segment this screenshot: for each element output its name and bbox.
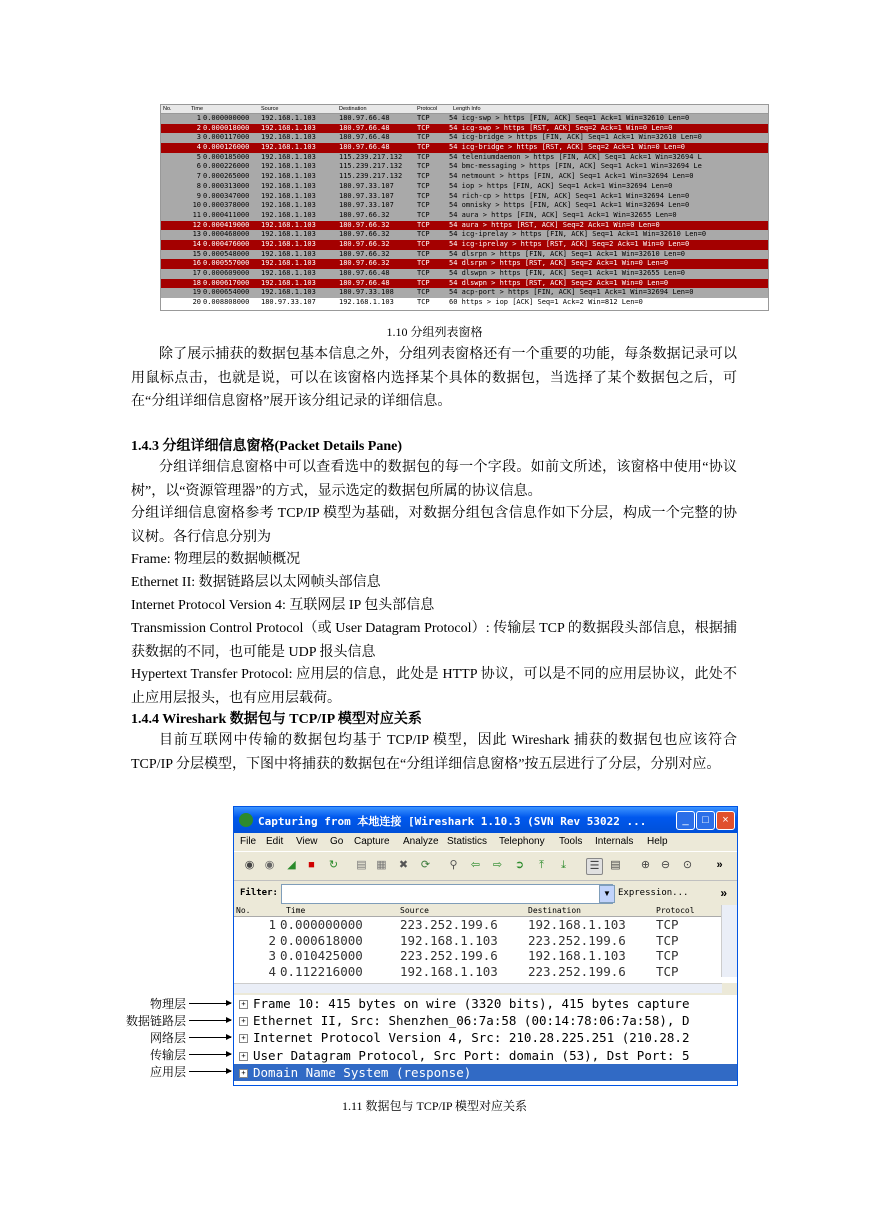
packet-cell-no: 20 [192,298,201,307]
packet-cell-time: 0.000618000 [280,932,363,948]
packet-cell-dst: 115.239.217.132 [339,162,403,171]
packet-cell-proto: TCP [417,298,430,307]
packet-row[interactable] [161,172,768,182]
packet-cell-time: 0.000117000 [203,133,250,142]
packet-cell-dst: 192.168.1.103 [339,298,394,307]
packet-cell-dst: 180.97.33.107 [339,181,394,190]
packet-cell-proto: TCP [417,249,430,258]
packet-cell-info: 54 icg-iprelay > https [FIN, ACK] Seq=1 Ack=1 Win=32610 Len=0 [449,230,707,239]
detail-tree-label: Internet Protocol Version 4, Src: 210.28.225.251 (210.28.2 [253,1030,690,1046]
expand-icon[interactable]: + [239,1017,248,1026]
expand-icon[interactable]: + [239,1034,248,1043]
packet-cell-src: 192.168.1.103 [261,123,316,132]
packet-cell-dst: 180.97.66.32 [339,210,390,219]
layer-label: 网络层 [149,1031,186,1045]
packet-cell-src: 192.168.1.103 [261,249,316,258]
packet-cell-time: 0.000226000 [203,162,250,171]
detail-tree-item[interactable] [234,1029,737,1046]
layer-arrow [189,1020,231,1021]
paragraph-tcpip-model: 目前互联网中传输的数据包均基于 TCP/IP 模型，因此 Wireshark 捕获的数据包也应该符合 TCP/IP 分层模型，下图中将捕获的数据包在“分组详细信息窗格”按五层进行了分层，分别对应。 [131,733,737,772]
packet-cell-no: 14 [192,239,201,248]
packet-cell-src: 192.168.1.103 [261,259,316,268]
packet-cell-dst: 115.239.217.132 [339,152,403,161]
packet-cell-time: 0.000000000 [280,917,363,932]
packet-row[interactable] [161,114,768,124]
packet-cell-time: 0.000126000 [203,143,250,152]
packet-cell-dst: 192.168.1.103 [528,948,626,964]
packet-cell-no: 7 [196,172,201,181]
packet-cell-dst: 223.252.199.6 [528,932,626,948]
packet-cell-no: 15 [192,249,201,258]
detail-tree-label: Domain Name System (response) [253,1064,472,1080]
main-toolbar: ◉ ◉ ◢ ■ ↻ ▤ ▦ ✖ ⟳ ⚲ ⇦ ⇨ ➲ ⤒ ⤓ ☰ ▤ ⊕ ⊖ ⊙ » [234,851,737,881]
packet-cell-time: 0.000185000 [203,152,250,161]
packet-details-pane [234,995,737,1085]
packet-cell-dst: 180.97.66.48 [339,143,390,152]
packet-cell-time: 0.000411000 [203,210,250,219]
packet-cell-no: 1 [196,114,201,122]
packet-list-pane [234,905,737,983]
col-destination[interactable]: Destination [528,906,581,915]
detail-tree-item[interactable] [234,1064,737,1081]
packet-list-rows [161,114,768,308]
packet-row[interactable] [161,279,768,289]
col-time[interactable]: Time [191,106,204,112]
packet-cell-time: 0.112216000 [280,963,363,979]
packet-list-horizontal-scrollbar[interactable] [234,983,722,993]
packet-row[interactable] [161,259,768,269]
menu-help[interactable]: Help [647,836,668,847]
packet-cell-time: 0.000313000 [203,181,250,190]
menu-edit[interactable]: Edit [266,836,284,847]
minimize-button[interactable]: _ [676,811,695,830]
packet-cell-info: 54 icg-swp > https [RST, ACK] Seq=2 Ack=1 Win=0 Len=0 [449,123,673,132]
packet-cell-src: 192.168.1.103 [261,220,316,229]
packet-cell-src: 223.252.199.6 [400,948,498,964]
packet-cell-dst: 192.168.1.103 [528,917,626,932]
packet-cell-no: 8 [196,181,201,190]
packet-cell-info: 54 acp-port > https [FIN, ACK] Seq=1 Ack=1 Win=32694 Len=0 [449,288,694,297]
layer-arrow [189,1054,231,1055]
maximize-button[interactable]: □ [696,811,715,830]
packet-cell-no: 2 [268,932,276,948]
packet-cell-dst: 223.252.199.6 [528,963,626,979]
packet-cell-proto: TCP [417,143,430,152]
packet-cell-info: 54 icg-iprelay > https [RST, ACK] Seq=2 Ack=1 Win=0 Len=0 [449,239,690,248]
packet-cell-dst: 180.97.66.48 [339,114,390,122]
menu-tools[interactable]: Tools [559,836,583,847]
packet-cell-dst: 180.97.33.108 [339,288,394,297]
filter-bar [234,881,737,907]
packet-cell-info: 54 aura > https [RST, ACK] Seq=2 Ack=1 Win=0 Len=0 [449,220,660,229]
menu-go[interactable]: Go [330,836,344,847]
packet-row[interactable] [161,211,768,221]
col-source[interactable]: Source [400,906,429,915]
menu-bar [234,833,737,851]
paragraph-details-layers: 分组详细信息窗格参考 TCP/IP 模型为基础，对数据分组包含信息作如下分层，构成一个完整的协议树。各行信息分别为 [131,506,737,545]
line-ip: Internet Protocol Version 4: 互联网层 IP 包头部信息 [131,598,435,613]
packet-list-figure [160,104,769,311]
packet-cell-no: 10 [192,201,201,210]
packet-cell-time: 0.000265000 [203,172,250,181]
packet-cell-src: 192.168.1.103 [261,181,316,190]
packet-cell-info: 54 teleniumdaemon > https [FIN, ACK] Seq=1 Ack=1 Win=32694 L [449,152,702,161]
filter-input[interactable] [281,884,613,904]
packet-cell-time: 0.000000000 [203,114,250,122]
packet-cell-time: 0.000378000 [203,201,250,210]
layer-arrow [189,1037,231,1038]
packet-cell-dst: 180.97.66.48 [339,269,390,277]
packet-cell-proto: TCP [417,201,430,210]
window-titlebar[interactable] [234,807,737,833]
packet-cell-time: 0.000468000 [203,230,250,239]
packet-row[interactable] [161,201,768,211]
packet-cell-dst: 180.97.33.107 [339,201,394,210]
packet-row[interactable] [161,221,768,231]
packet-cell-proto: TCP [417,181,430,190]
section-heading-1-4-3: 1.4.3 分组详细信息窗格(Packet Details Pane) [131,439,403,454]
packet-cell-proto: TCP [417,133,430,142]
packet-row[interactable] [161,133,768,143]
layer-label: 物理层 [149,996,186,1011]
packet-cell-dst: 180.97.66.32 [339,249,390,258]
packet-cell-src: 180.97.33.107 [261,298,316,307]
menu-view[interactable]: View [296,836,318,847]
expand-icon[interactable]: + [239,1069,248,1078]
packet-cell-time: 0.000419000 [203,220,250,229]
packet-cell-src: 192.168.1.103 [261,143,316,152]
packet-cell-time: 0.000548000 [203,249,250,258]
window-title: Capturing from 本地连接 [Wireshark 1.10.3 (SVN Rev 53022 ... [258,815,647,828]
packet-cell-info: 54 icg-swp > https [FIN, ACK] Seq=1 Ack=1 Win=32610 Len=0 [449,114,690,122]
expand-icon[interactable]: + [239,1000,248,1009]
packet-row[interactable] [161,230,768,240]
col-protocol[interactable]: Protocol [656,906,695,915]
col-destination[interactable]: Destination [339,106,367,112]
filter-more-button[interactable]: » [720,886,727,900]
packet-row[interactable] [161,153,768,163]
packet-row[interactable] [161,298,768,308]
filter-dropdown-icon[interactable]: ▼ [599,885,615,903]
packet-cell-info: 54 icg-bridge > https [FIN, ACK] Seq=1 Ack=1 Win=32610 Len=0 [449,133,702,142]
packet-cell-src: 192.168.1.103 [261,191,316,200]
packet-cell-src: 192.168.1.103 [261,162,316,171]
packet-row[interactable] [161,192,768,202]
detail-tree-item[interactable] [234,1012,737,1029]
packet-cell-info: 54 iop > https [FIN, ACK] Seq=1 Ack=1 Win=32694 Len=0 [449,181,673,190]
packet-cell-no: 11 [192,210,201,219]
packet-cell-dst: 180.97.66.32 [339,239,390,248]
packet-cell-src: 192.168.1.103 [261,288,316,297]
wireshark-app-icon [239,813,253,827]
packet-cell-info: 54 aura > https [FIN, ACK] Seq=1 Ack=1 Win=32655 Len=0 [449,210,677,219]
col-protocol[interactable]: Protocol [417,106,438,112]
detail-tree-item[interactable] [234,995,737,1012]
packet-row[interactable] [161,143,768,153]
paragraph-http: Hypertext Transfer Protocol: 应用层的信息，此处是 HTTP 协议，可以是不同的应用层协议，此处不止应用层报头，也有应用层载荷。 [131,667,737,706]
packet-cell-proto: TCP [417,162,430,171]
menu-telephony[interactable]: Telephony [499,836,545,847]
figure-caption-1-10: 1.10 分组列表窗格 [386,325,483,339]
packet-cell-dst: 180.97.66.32 [339,220,390,229]
packet-cell-no: 6 [196,162,201,171]
packet-cell-src: 192.168.1.103 [261,278,316,287]
packet-cell-proto: TCP [656,917,679,932]
packet-cell-proto: TCP [417,220,430,229]
packet-row[interactable] [161,250,768,260]
col-no[interactable]: No. [236,906,251,915]
packet-cell-proto: TCP [656,963,679,979]
packet-cell-proto: TCP [417,259,430,268]
packet-cell-proto: TCP [417,239,430,248]
packet-cell-time: 0.000609000 [203,269,250,277]
packet-cell-no: 13 [192,230,201,239]
packet-cell-info: 54 dlsrpn > https [FIN, ACK] Seq=1 Ack=1 Win=32610 Len=0 [449,249,686,258]
packet-cell-time: 0.000018000 [203,123,250,132]
packet-cell-proto: TCP [656,948,679,964]
layer-label: 传输层 [149,1048,186,1063]
packet-row[interactable] [234,917,737,933]
packet-cell-proto: TCP [417,191,430,200]
detail-tree-label: User Datagram Protocol, Src Port: domain (53), Dst Port: 5 [253,1047,690,1063]
packet-cell-dst: 180.97.66.48 [339,133,390,142]
packet-cell-info: 54 netmount > https [FIN, ACK] Seq=1 Ack=1 Win=32694 Len=0 [449,172,694,181]
packet-cell-info: 54 omnisky > https [FIN, ACK] Seq=1 Ack=1 Win=32694 Len=0 [449,201,690,210]
packet-cell-proto: TCP [417,278,430,287]
packet-cell-proto: TCP [417,230,430,239]
packet-cell-info: 54 icg-bridge > https [RST, ACK] Seq=2 Ack=1 Win=0 Len=0 [449,143,686,152]
detail-tree-item[interactable] [234,1047,737,1064]
packet-cell-time: 0.000557000 [203,259,250,268]
packet-row[interactable] [161,162,768,172]
layer-label: 数据链路层 [125,1013,186,1028]
packet-cell-no: 16 [192,259,201,268]
packet-list-pane-rows [234,917,737,979]
menu-analyze[interactable]: Analyze [403,836,439,847]
expression-button[interactable]: Expression... [618,888,689,898]
packet-cell-src: 192.168.1.103 [400,932,498,948]
packet-cell-no: 3 [268,948,276,964]
packet-cell-src: 192.168.1.103 [261,201,316,210]
packet-cell-src: 192.168.1.103 [261,269,316,277]
paragraph-details-intro: 分组详细信息窗格中可以查看选中的数据包的每一个字段。如前文所述，该窗格中使用“协议树”，以“资源管理器”的方式，显示选定的数据包所属的协议信息。 [131,460,737,499]
packet-cell-no: 5 [196,152,201,161]
figure-caption-1-11: 1.11 数据包与 TCP/IP 模型对应关系 [341,1099,528,1113]
wireshark-window [233,806,738,1086]
packet-cell-info: 54 dlswpn > https [RST, ACK] Seq=2 Ack=1 Win=0 Len=0 [449,278,669,287]
packet-cell-src: 192.168.1.103 [261,210,316,219]
filter-label: Filter: [240,888,278,898]
packet-cell-no: 12 [192,220,201,229]
packet-list-vertical-scrollbar[interactable] [721,905,737,977]
packet-cell-time: 0.000617000 [203,278,250,287]
packet-cell-proto: TCP [417,114,430,122]
packet-cell-info: 54 dlsrpn > https [RST, ACK] Seq=2 Ack=1 Win=0 Len=0 [449,259,669,268]
packet-cell-time: 0.000347000 [203,191,250,200]
packet-cell-src: 192.168.1.103 [261,152,316,161]
detail-tree-label: Ethernet II, Src: Shenzhen_06:7a:58 (00:14:78:06:7a:58), D [253,1013,690,1029]
packet-row[interactable] [161,124,768,134]
menu-statistics[interactable]: Statistics [447,836,488,847]
packet-row[interactable] [234,964,737,980]
packet-cell-src: 192.168.1.103 [261,114,316,122]
packet-cell-info: 54 bmc-messaging > https [FIN, ACK] Seq=1 Ack=1 Win=32694 Le [449,162,702,171]
menu-capture[interactable]: Capture [354,836,390,847]
packet-cell-info: 54 dlswpn > https [FIN, ACK] Seq=1 Ack=1 Win=32655 Len=0 [449,269,686,277]
packet-row[interactable] [161,288,768,298]
col-source[interactable]: Source [261,106,279,112]
packet-cell-dst: 180.97.66.48 [339,123,390,132]
packet-row[interactable] [234,933,737,949]
packet-cell-no: 1 [268,917,276,932]
packet-cell-no: 19 [192,288,201,297]
paragraph-packet-list: 除了展示捕获的数据包基本信息之外，分组列表窗格还有一个重要的功能，每条数据记录可以用鼠标点击，也就是说，可以在该窗格内选择某个具体的数据包，当选择了某个数据包之后，可在“分组详细信息窗格”展开该分组记录的详细信息。 [131,347,737,409]
packet-cell-no: 3 [196,133,201,142]
packet-cell-proto: TCP [417,123,430,132]
packet-cell-no: 2 [196,123,201,132]
packet-cell-time: 0.000654000 [203,288,250,297]
packet-cell-src: 192.168.1.103 [261,230,316,239]
detail-tree-label: Frame 10: 415 bytes on wire (3320 bits), 415 bytes capture [253,996,690,1011]
packet-cell-dst: 180.97.66.32 [339,259,390,268]
packet-cell-src: 192.168.1.103 [261,172,316,181]
packet-cell-src: 192.168.1.103 [400,963,498,979]
packet-cell-proto: TCP [417,288,430,297]
packet-cell-no: 4 [196,143,201,152]
packet-cell-info: 60 https > iop [ACK] Seq=1 Ack=2 Win=812 Len=0 [449,298,643,307]
menu-file[interactable]: File [240,836,257,847]
packet-cell-dst: 180.97.66.48 [339,278,390,287]
layer-arrow [189,1003,231,1004]
packet-cell-proto: TCP [417,152,430,161]
section-heading-1-4-4: 1.4.4 Wireshark 数据包与 TCP/IP 模型对应关系 [131,712,422,727]
packet-cell-proto: TCP [417,210,430,219]
packet-cell-proto: TCP [417,172,430,181]
packet-cell-proto: TCP [656,932,679,948]
packet-list-header [161,105,768,114]
packet-row[interactable] [161,182,768,192]
packet-cell-src: 192.168.1.103 [261,239,316,248]
layer-arrow [189,1071,231,1072]
packet-cell-dst: 180.97.66.32 [339,230,390,239]
paragraph-tcp: Transmission Control Protocol（或 User Datagram Protocol）: 传输层 TCP 的数据段头部信息，根据捕获数据的不同，也可能是 UDP 报头信息 [131,621,737,660]
col-time[interactable]: Time [286,906,306,915]
menu-internals[interactable]: Internals [595,836,634,847]
packet-row[interactable] [234,948,737,964]
packet-cell-dst: 115.239.217.132 [339,172,403,181]
packet-cell-proto: TCP [417,269,430,277]
line-ethernet: Ethernet II: 数据链路层以太网帧头部信息 [131,575,381,590]
packet-cell-dst: 180.97.33.107 [339,191,394,200]
packet-cell-time: 0.010425000 [280,948,363,964]
expand-icon[interactable]: + [239,1052,248,1061]
packet-cell-info: 54 rich-cp > https [FIN, ACK] Seq=1 Ack=1 Win=32694 Len=0 [449,191,690,200]
close-button[interactable]: × [716,811,735,830]
packet-list-pane-header [234,905,737,917]
packet-cell-src: 223.252.199.6 [400,917,498,932]
packet-cell-no: 9 [196,191,201,200]
col-length-info[interactable]: Length Info [453,106,481,112]
packet-row[interactable] [161,240,768,250]
packet-row[interactable] [161,269,768,279]
packet-cell-time: 0.008808000 [203,298,250,307]
line-frame: Frame: 物理层的数据帧概况 [131,552,301,567]
col-no[interactable]: No. [163,106,172,112]
packet-cell-no: 4 [268,963,276,979]
layer-label: 应用层 [149,1065,186,1080]
packet-cell-no: 18 [192,278,201,287]
packet-cell-no: 17 [192,269,201,277]
packet-cell-time: 0.000476000 [203,239,250,248]
packet-cell-src: 192.168.1.103 [261,133,316,142]
